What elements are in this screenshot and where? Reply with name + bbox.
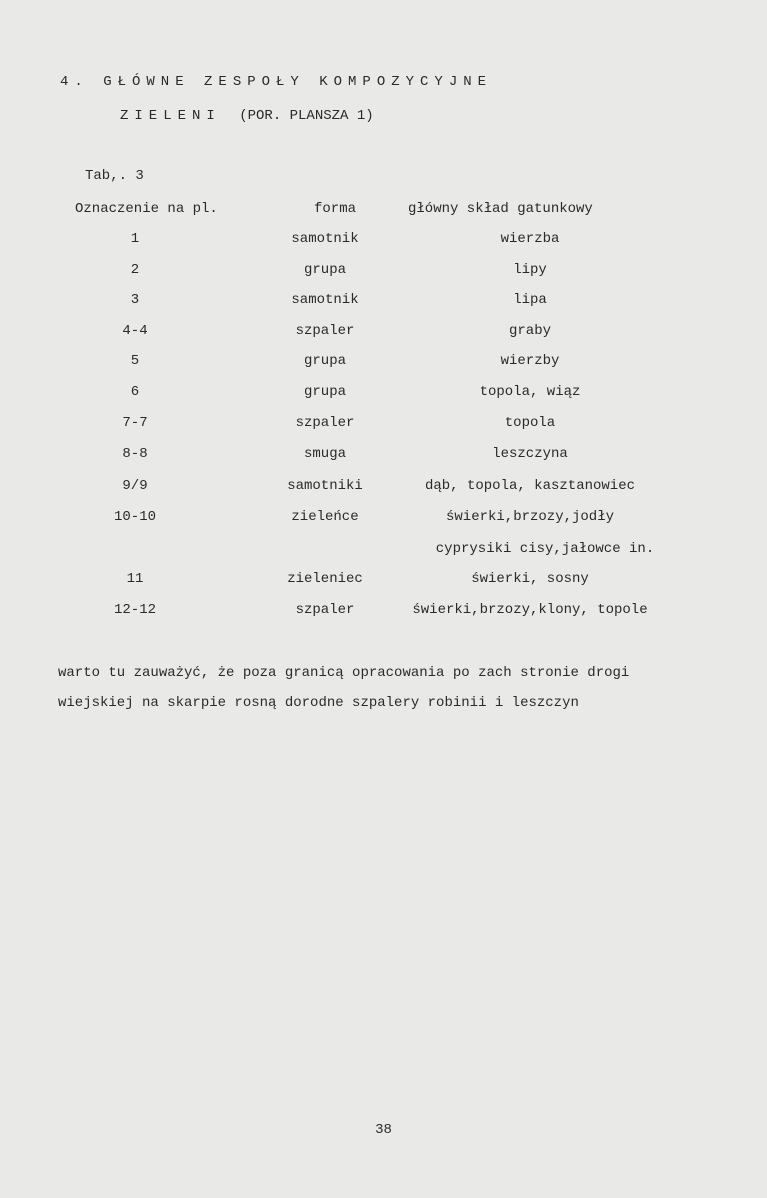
cell-species: topola, wiąz	[479, 384, 581, 400]
table-row	[0, 509, 767, 525]
subheading-spaced: ZIELENI	[120, 108, 221, 124]
header-designation: Oznaczenie na pl.	[75, 201, 218, 217]
cell-form: grupa	[303, 262, 346, 278]
section-subheading	[120, 108, 374, 124]
cell-designation: 7-7	[122, 415, 148, 431]
table-row	[0, 446, 767, 462]
subheading-reference: (POR. PLANSZA 1)	[239, 108, 374, 124]
section-heading: 4. GŁÓWNE ZESPOŁY KOMPOZYCYJNE	[60, 74, 493, 90]
table-row	[0, 478, 767, 494]
cell-designation: 10-10	[113, 509, 156, 525]
paragraph-line: warto tu zauważyć, że poza granicą opracowania po zach stronie drogi	[58, 665, 630, 681]
cell-species: cyprysiki cisy,jałowce in.	[435, 541, 655, 557]
table-row	[0, 231, 767, 247]
cell-species: topola	[504, 415, 556, 431]
cell-designation: 2	[130, 262, 140, 278]
cell-form: szpaler	[295, 602, 355, 618]
header-form: forma	[313, 201, 356, 217]
cell-designation: 11	[126, 571, 144, 587]
header-species: główny skład gatunkowy	[408, 201, 593, 217]
cell-form: grupa	[303, 353, 346, 369]
table-row	[0, 415, 767, 431]
cell-species: leszczyna	[492, 446, 568, 462]
cell-form: szpaler	[295, 415, 355, 431]
cell-species: wierzba	[500, 231, 560, 247]
cell-form: samotnik	[291, 292, 359, 308]
cell-species: świerki,brzozy,jodły	[445, 509, 615, 525]
table-row	[0, 262, 767, 278]
table-header-row	[0, 201, 767, 217]
cell-designation: 5	[130, 353, 140, 369]
cell-designation: 1	[130, 231, 140, 247]
cell-form: samotnik	[291, 231, 359, 247]
table-row	[0, 323, 767, 339]
cell-form: zieleńce	[291, 509, 359, 525]
cell-species: dąb, topola, kasztanowiec	[424, 478, 636, 494]
table-row	[0, 541, 767, 557]
cell-designation: 6	[130, 384, 140, 400]
cell-designation: 3	[130, 292, 140, 308]
cell-designation: 9/9	[122, 478, 148, 494]
table-caption: Tab,. 3	[85, 168, 144, 184]
table-row	[0, 571, 767, 587]
cell-species: graby	[508, 323, 551, 339]
table-row	[0, 292, 767, 308]
cell-designation: 4-4	[122, 323, 148, 339]
cell-designation: 12-12	[113, 602, 156, 618]
cell-species: lipy	[513, 262, 547, 278]
cell-species: lipa	[513, 292, 547, 308]
cell-form: zieleniec	[287, 571, 363, 587]
cell-species: wierzby	[500, 353, 560, 369]
page-number: 38	[375, 1122, 392, 1138]
table-row	[0, 384, 767, 400]
paragraph-line: wiejskiej na skarpie rosną dorodne szpalery robinii i leszczyn	[58, 695, 579, 711]
cell-form: szpaler	[295, 323, 355, 339]
table-row	[0, 602, 767, 618]
cell-form: grupa	[303, 384, 346, 400]
cell-species: świerki, sosny	[471, 571, 589, 587]
cell-species: świerki,brzozy,klony, topole	[412, 602, 648, 618]
cell-form: smuga	[303, 446, 346, 462]
cell-designation: 8-8	[122, 446, 148, 462]
cell-form: samotniki	[287, 478, 363, 494]
table-row	[0, 353, 767, 369]
